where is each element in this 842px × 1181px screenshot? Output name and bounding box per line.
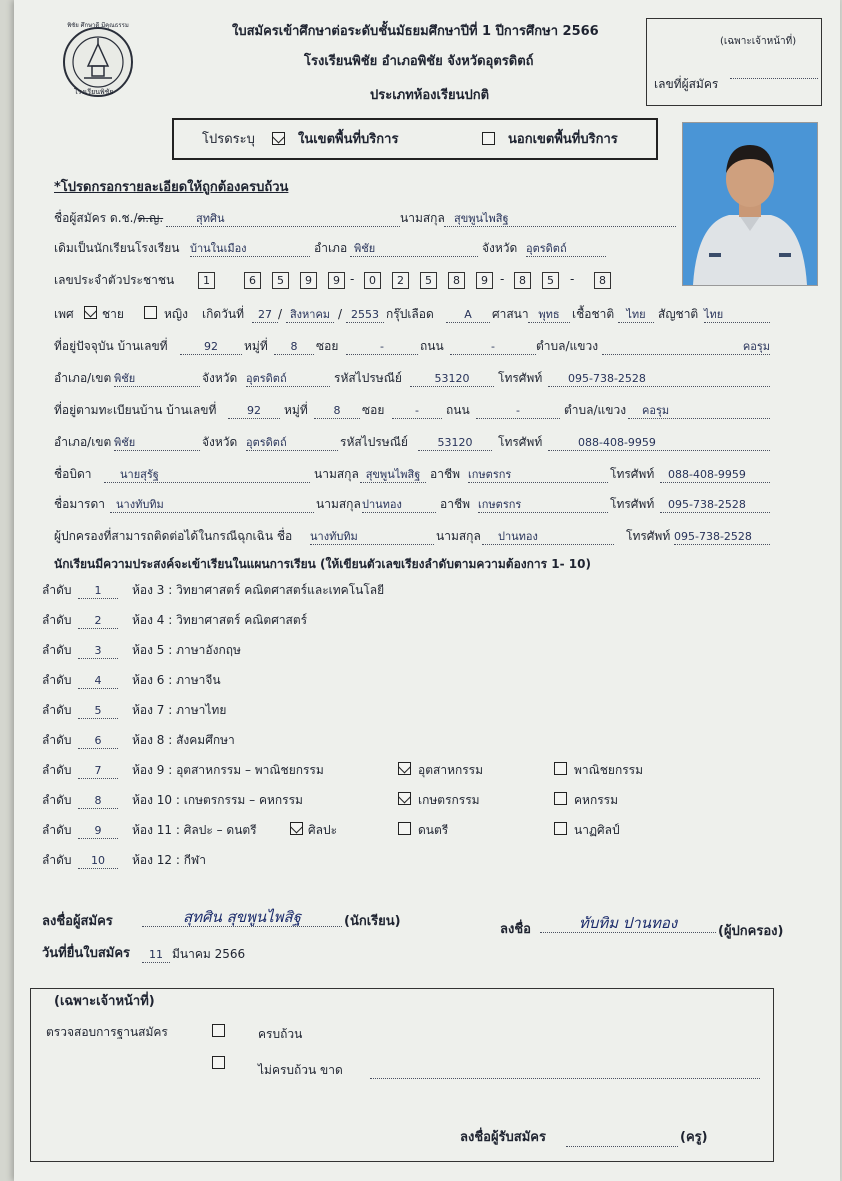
reg-province-field[interactable]: อุตรดิตถ์ — [246, 436, 338, 451]
male-label: ชาย — [102, 307, 124, 321]
current-road-field[interactable]: - — [450, 340, 536, 355]
reg-postal-field[interactable]: 53120 — [418, 436, 492, 451]
current-soi-label: ซอย — [316, 339, 339, 353]
preference-rank-field[interactable]: 9 — [78, 824, 118, 839]
father-phone-field[interactable]: 088-408-9959 — [660, 468, 770, 483]
preference-rank-field[interactable]: 4 — [78, 674, 118, 689]
reg-district-field[interactable]: พิชัย — [114, 436, 200, 451]
reg-road-label: ถนน — [446, 403, 470, 417]
id-digit-box[interactable]: 6 — [244, 272, 261, 289]
preference-order-label: ลำดับ — [42, 823, 72, 837]
birth-year-field[interactable]: 2553 — [346, 308, 384, 323]
religion-label: ศาสนา — [492, 307, 529, 321]
reg-house-field[interactable]: 92 — [228, 404, 280, 419]
father-job-label: อาชีพ — [430, 467, 460, 481]
preference-order-label: ลำดับ — [42, 583, 72, 597]
form-title: ใบสมัครเข้าศึกษาต่อระดับชั้นมัธยมศึกษาปีที่ 1 ปีการศึกษา 2566 — [232, 24, 599, 39]
father-name-field[interactable]: นายสุรัฐ — [104, 468, 310, 483]
current-soi-field[interactable]: - — [346, 340, 418, 355]
blood-label: กรุ๊ปเลือด — [386, 307, 434, 321]
preference-option-checkbox[interactable] — [290, 822, 303, 835]
submit-date-label: วันที่ยื่นใบสมัคร — [42, 946, 131, 961]
id-separator: - — [350, 272, 355, 286]
mother-phone-label: โทรศัพท์ — [610, 497, 655, 511]
staff-only-label: (เฉพาะเจ้าหน้าที่) — [720, 36, 797, 47]
religion-field[interactable]: พุทธ — [528, 308, 570, 323]
guardian-role: (ผู้ปกครอง) — [718, 924, 784, 939]
out-area-checkbox[interactable] — [482, 132, 495, 145]
reg-postal-label: รหัสไปรษณีย์ — [340, 435, 408, 449]
reg-subdistrict-label: ตำบล/แขวง — [564, 403, 627, 417]
id-digit-box[interactable]: 0 — [364, 272, 381, 289]
father-phone-label: โทรศัพท์ — [610, 467, 655, 481]
first-name-field[interactable]: สุทศิน — [166, 212, 400, 227]
preference-option-checkbox[interactable] — [398, 792, 411, 805]
preference-room-label: ห้อง 11 : ศิลปะ – ดนตรี — [132, 823, 257, 837]
id-digit-box[interactable]: 2 — [392, 272, 409, 289]
id-label: เลขประจำตัวประชาชน — [54, 273, 175, 287]
prev-province-label: จังหวัด — [482, 241, 518, 255]
preference-option-label: อุตสาหกรรม — [418, 763, 484, 777]
reg-soi-label: ซอย — [362, 403, 385, 417]
id-digit-box[interactable]: 1 — [198, 272, 215, 289]
male-checkbox[interactable] — [84, 306, 97, 319]
mother-label: ชื่อมารดา — [54, 497, 105, 511]
prev-school-field[interactable]: บ้านในเมือง — [190, 242, 310, 257]
preference-order-label: ลำดับ — [42, 853, 72, 867]
preference-rank-field[interactable]: 7 — [78, 764, 118, 779]
preferences-heading: นักเรียนมีความประสงค์จะเข้าเรียนในแผนการเรียน (ให้เขียนตัวเลขเรียงลำดับตามความต้องการ 1- 10) — [54, 557, 591, 571]
in-area-label: ในเขตพื้นที่บริการ — [298, 132, 399, 147]
id-digit-box[interactable]: 9 — [328, 272, 345, 289]
sex-label: เพศ — [54, 307, 74, 321]
id-digit-box[interactable]: 9 — [300, 272, 317, 289]
in-area-checkbox[interactable] — [272, 132, 285, 145]
preference-room-label: ห้อง 8 : สังคมศึกษา — [132, 733, 235, 747]
applicant-sign-label: ลงชื่อผู้สมัคร — [42, 914, 113, 929]
guardian-phone-label: โทรศัพท์ — [626, 529, 671, 543]
father-job-field[interactable]: เกษตรกร — [468, 468, 608, 483]
logo-text-top: พิชัย ศึกษาดี มีคุณธรรม — [67, 22, 129, 29]
preference-rank-field[interactable]: 8 — [78, 794, 118, 809]
preference-rank-field[interactable]: 6 — [78, 734, 118, 749]
current-district-field[interactable]: พิชัย — [114, 372, 200, 387]
prev-province-field[interactable]: อุตรดิตถ์ — [526, 242, 606, 257]
female-checkbox[interactable] — [144, 306, 157, 319]
receiver-signature-field[interactable] — [566, 1134, 678, 1147]
preference-order-label: ลำดับ — [42, 613, 72, 627]
reg-moo-field[interactable]: 8 — [314, 404, 360, 419]
id-separator: - — [570, 272, 575, 286]
current-moo-field[interactable]: 8 — [274, 340, 314, 355]
id-digit-box[interactable]: 5 — [420, 272, 437, 289]
guardian-label: ผู้ปกครองที่สามารถติดต่อได้ในกรณีฉุกเฉิน ชื่อ — [54, 529, 293, 543]
preference-room-label: ห้อง 7 : ภาษาไทย — [132, 703, 227, 717]
preference-option-label: พาณิชยกรรม — [574, 763, 644, 777]
id-digit-box[interactable]: 5 — [542, 272, 559, 289]
mother-surname-field[interactable]: ปานทอง — [362, 498, 436, 513]
staff-heading: (เฉพาะเจ้าหน้าที่) — [54, 994, 155, 1009]
current-road-label: ถนน — [420, 339, 444, 353]
complete-checkbox[interactable] — [212, 1024, 225, 1037]
nationality-label: สัญชาติ — [658, 307, 699, 321]
father-surname-field[interactable]: สุขพูนไพสิฐ — [360, 468, 426, 483]
preference-option-label: เกษตรกรรม — [418, 793, 480, 807]
preference-option-label: คหกรรม — [574, 793, 619, 807]
preference-order-label: ลำดับ — [42, 733, 72, 747]
current-postal-label: รหัสไปรษณีย์ — [334, 371, 402, 385]
id-digit-box[interactable]: 9 — [476, 272, 493, 289]
preference-option-checkbox[interactable] — [398, 822, 411, 835]
preference-room-label: ห้อง 3 : วิทยาศาสตร์ คณิตศาสตร์และเทคโนโลยี — [132, 583, 385, 597]
father-label: ชื่อบิดา — [54, 467, 92, 481]
mother-name-field[interactable]: นางทับทิม — [110, 498, 314, 513]
id-digit-box[interactable]: 8 — [514, 272, 531, 289]
reg-subdistrict-field[interactable]: คอรุม — [628, 404, 770, 419]
preference-rank-field[interactable]: 1 — [78, 584, 118, 599]
current-house-field[interactable]: 92 — [180, 340, 242, 355]
reg-soi-field[interactable]: - — [392, 404, 442, 419]
date-slash-1: / — [278, 307, 283, 321]
blood-field[interactable]: A — [446, 308, 490, 323]
id-digit-box[interactable]: 8 — [594, 272, 611, 289]
preference-order-label: ลำดับ — [42, 763, 72, 777]
prev-district-field[interactable]: พิชัย — [350, 242, 478, 257]
preference-room-label: ห้อง 10 : เกษตรกรรม – คหกรรม — [132, 793, 303, 807]
female-label: หญิง — [164, 307, 188, 321]
preference-room-label: ห้อง 9 : อุตสาหกรรม – พาณิชยกรรม — [132, 763, 324, 777]
preference-room-label: ห้อง 12 : กีฬา — [132, 853, 206, 867]
receiver-role: (ครู) — [680, 1130, 708, 1145]
current-phone-label: โทรศัพท์ — [498, 371, 543, 385]
birth-day-field[interactable]: 27 — [252, 308, 278, 323]
applicant-number-label: เลขที่ผู้สมัคร — [654, 77, 719, 91]
reg-road-field[interactable]: - — [476, 404, 560, 419]
instructions: *โปรดกรอกรายละเอียดให้ถูกต้องครบถ้วน — [54, 180, 289, 195]
guardian-signature[interactable]: ทับทิม ปานทอง — [540, 914, 716, 933]
preference-option-checkbox[interactable] — [554, 762, 567, 775]
preference-option-checkbox[interactable] — [554, 792, 567, 805]
current-postal-field[interactable]: 53120 — [410, 372, 494, 387]
preference-option-checkbox[interactable] — [398, 762, 411, 775]
name-label: ชื่อผู้สมัคร ด.ช./ด.ญ. — [54, 211, 164, 225]
preference-rank-field[interactable]: 3 — [78, 644, 118, 659]
current-subdistrict-label: ตำบล/แขวง — [536, 339, 599, 353]
verify-label: ตรวจสอบการฐานสมัคร — [46, 1025, 168, 1039]
reg-house-label: ที่อยู่ตามทะเบียนบ้าน บ้านเลขที่ — [54, 403, 217, 417]
nationality-field[interactable]: ไทย — [704, 308, 770, 323]
incomplete-label: ไม่ครบถ้วน ขาด — [258, 1063, 343, 1077]
out-area-label: นอกเขตพื้นที่บริการ — [508, 132, 618, 147]
preference-room-label: ห้อง 5 : ภาษาอังกฤษ — [132, 643, 241, 657]
area-prompt: โปรดระบุ — [202, 132, 255, 147]
guardian-phone-field[interactable]: 095-738-2528 — [674, 530, 770, 545]
preference-rank-field[interactable]: 5 — [78, 704, 118, 719]
applicant-photo — [682, 122, 818, 286]
preference-rank-field[interactable]: 10 — [78, 854, 118, 869]
preference-option-label: ดนตรี — [418, 823, 449, 837]
reg-phone-label: โทรศัพท์ — [498, 435, 543, 449]
class-type: ประเภทห้องเรียนปกติ — [370, 88, 490, 103]
prev-school-label: เดิมเป็นนักเรียนโรงเรียน — [54, 241, 180, 255]
current-moo-label: หมู่ที่ — [244, 339, 268, 353]
date-slash-2: / — [338, 307, 343, 321]
reg-phone-field[interactable]: 088-408-9959 — [548, 436, 770, 451]
mother-job-label: อาชีพ — [440, 497, 470, 511]
preference-option-label: ศิลปะ — [308, 823, 338, 837]
incomplete-checkbox[interactable] — [212, 1056, 225, 1069]
mother-surname-label: นามสกุล — [316, 497, 361, 511]
race-label: เชื้อชาติ — [572, 307, 615, 321]
application-form — [14, 0, 840, 1181]
guardian-name-field[interactable]: นางทับทิม — [310, 530, 434, 545]
mother-phone-field[interactable]: 095-738-2528 — [660, 498, 770, 513]
staff-number-box — [646, 18, 822, 106]
mother-job-field[interactable]: เกษตรกร — [478, 498, 608, 513]
missing-items-field[interactable] — [370, 1066, 760, 1079]
preference-order-label: ลำดับ — [42, 673, 72, 687]
prev-district-label: อำเภอ — [314, 241, 348, 255]
surname-label: นามสกุล — [400, 211, 445, 225]
submit-date-rest: มีนาคม 2566 — [172, 947, 246, 961]
submit-day-field[interactable]: 11 — [142, 948, 170, 963]
reg-district-label: อำเภอ/เขต — [54, 435, 112, 449]
preference-order-label: ลำดับ — [42, 793, 72, 807]
guardian-surname-field[interactable]: ปานทอง — [482, 530, 614, 545]
surname-field[interactable]: สุขพูนไพสิฐ — [444, 212, 676, 227]
complete-label: ครบถ้วน — [258, 1027, 303, 1041]
father-surname-label: นามสกุล — [314, 467, 359, 481]
preference-option-checkbox[interactable] — [554, 822, 567, 835]
id-separator: - — [500, 272, 505, 286]
reg-province-label: จังหวัด — [202, 435, 238, 449]
preference-option-label: นาฏศิลป์ — [574, 823, 620, 837]
current-subdistrict-field[interactable]: คอรุม — [602, 340, 770, 355]
receiver-sign-label: ลงชื่อผู้รับสมัคร — [460, 1130, 546, 1145]
current-house-label: ที่อยู่ปัจจุบัน บ้านเลขที่ — [54, 339, 168, 353]
current-province-label: จังหวัด — [202, 371, 238, 385]
race-field[interactable]: ไทย — [618, 308, 654, 323]
preference-order-label: ลำดับ — [42, 703, 72, 717]
preference-order-label: ลำดับ — [42, 643, 72, 657]
current-phone-field[interactable]: 095-738-2528 — [548, 372, 770, 387]
birth-month-field[interactable]: สิงหาคม — [286, 308, 334, 323]
current-district-label: อำเภอ/เขต — [54, 371, 112, 385]
preference-room-label: ห้อง 6 : ภาษาจีน — [132, 673, 221, 687]
reg-moo-label: หมู่ที่ — [284, 403, 308, 417]
guardian-sign-label: ลงชื่อ — [500, 922, 531, 937]
applicant-number-field[interactable] — [730, 78, 818, 79]
current-province-field[interactable]: อุตรดิตถ์ — [246, 372, 330, 387]
id-digit-box[interactable]: 8 — [448, 272, 465, 289]
school-name: โรงเรียนพิชัย อำเภอพิชัย จังหวัดอุตรดิตถ์ — [304, 54, 534, 69]
guardian-surname-label: นามสกุล — [436, 529, 481, 543]
applicant-role: (นักเรียน) — [344, 914, 401, 929]
logo-text-bottom: โรงเรียนพิชัย — [74, 88, 114, 96]
birth-label: เกิดวันที่ — [202, 307, 245, 321]
applicant-signature[interactable]: สุทศิน สุขพูนไพสิฐ — [142, 908, 342, 927]
preference-room-label: ห้อง 4 : วิทยาศาสตร์ คณิตศาสตร์ — [132, 613, 308, 627]
id-digit-box[interactable]: 5 — [272, 272, 289, 289]
preference-rank-field[interactable]: 2 — [78, 614, 118, 629]
